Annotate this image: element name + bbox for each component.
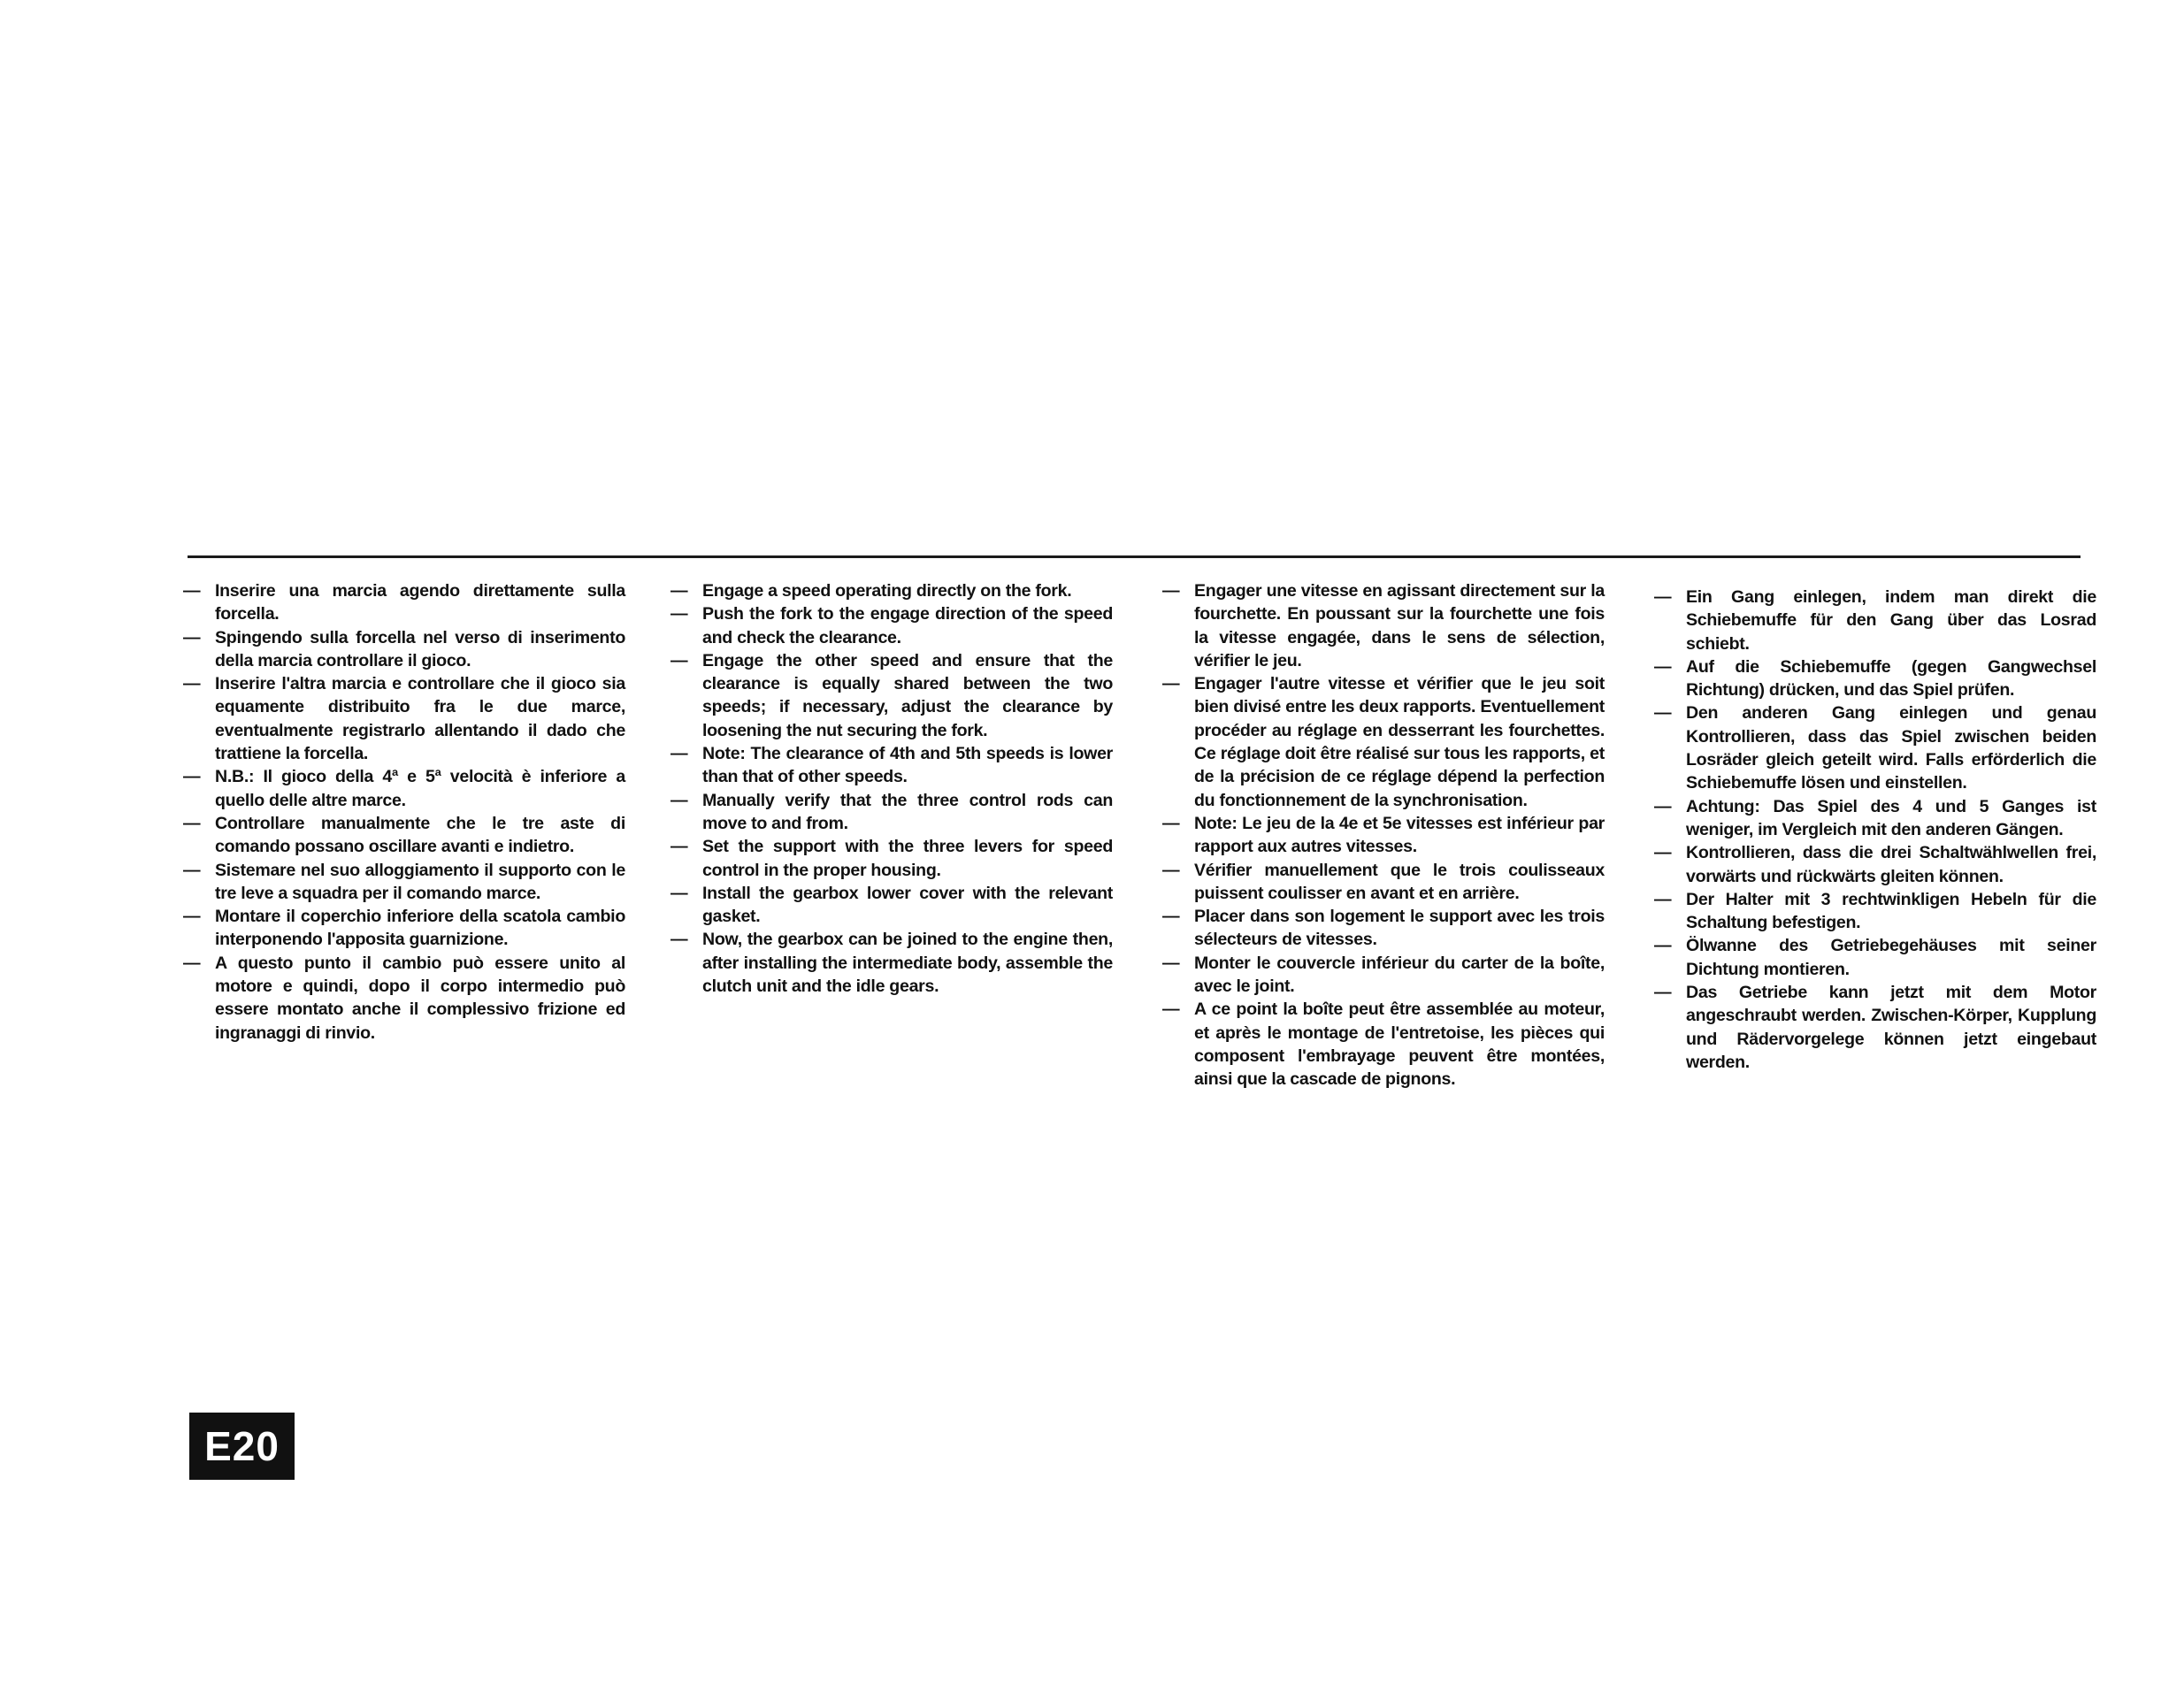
english-column	[671, 579, 1113, 998]
list-item: — Install the gearbox lower cover with the relevant gasket.	[671, 882, 1113, 929]
list-item: — Inserire l'altra marcia e controllare che il gioco sia equamente distribuito fra le due marce, eventualmente registrarlo allentando il dado che trattiene la forcella.	[183, 672, 625, 765]
list-item-note	[183, 765, 625, 812]
note-text: Il gioco della 4ª e 5ª velocità è inferiore a quello delle altre marce.	[215, 767, 625, 810]
list-item: — Now, the gearbox can be joined to the engine then, after installing the intermediate body, assemble the clutch unit and the idle gears.	[671, 928, 1113, 998]
list-item: — Controllare manualmente che le tre aste di comando possano oscillare avanti e indietro.	[183, 812, 625, 859]
list-item: — Der Halter mit 3 rechtwinkligen Hebeln für die Schaltung befestigen.	[1654, 888, 2096, 935]
list-item: — Placer dans son logement le support avec les trois sélecteurs de vitesses.	[1162, 905, 1605, 952]
list-item: — Den anderen Gang einlegen und genau Kontrollieren, dass das Spiel zwischen beiden Losräder gleich geteilt wird. Falls erförderlich die Schiebemuffe lösen und einstellen.	[1654, 701, 2096, 794]
list-item: — Das Getriebe kann jetzt mit dem Motor angeschraubt werden. Zwischen-Körper, Kupplung und Rädervorgelege können jetzt eingebaut werden.	[1654, 981, 2096, 1074]
list-item: — Manually verify that the three control rods can move to and from.	[671, 789, 1113, 836]
list-item: — Sistemare nel suo alloggiamento il supporto con le tre leve a squadra per il comando marce.	[183, 859, 625, 906]
list-item: — Ein Gang einlegen, indem man direkt die Schiebemuffe für den Gang über das Losrad schiebt.	[1654, 586, 2096, 655]
note-label: Note:	[702, 744, 746, 764]
list-item: — Vérifier manuellement que le trois coulisseaux puissent coulisser en avant et en arrière.	[1162, 859, 1605, 906]
note-label: N.B.:	[215, 767, 255, 787]
note-text: Das Spiel des 4 und 5 Ganges ist weniger, im Vergleich mit den anderen Gängen.	[1686, 796, 2096, 839]
page-number-badge: E20	[189, 1413, 295, 1480]
header-rule	[188, 555, 2081, 558]
note-label: Achtung:	[1686, 796, 1760, 816]
list-item: — Engage the other speed and ensure that the clearance is equally shared between the two speeds; if necessary, adjust the clearance by loosening the nut securing the fork.	[671, 649, 1113, 742]
list-item: — A questo punto il cambio può essere unito al motore e quindi, dopo il corpo intermedio può essere montato anche il complessivo frizione ed ingranaggi di rinvio.	[183, 952, 625, 1045]
list-item: — Monter le couvercle inférieur du carter de la boîte, avec le joint.	[1162, 952, 1605, 999]
note-label: Note:	[1194, 813, 1238, 833]
italian-column	[183, 579, 625, 1045]
list-item: — Spingendo sulla forcella nel verso di inserimento della marcia controllare il gioco.	[183, 626, 625, 673]
list-item: — Push the fork to the engage direction of the speed and check the clearance.	[671, 602, 1113, 649]
list-item: — Ölwanne des Getriebegehäuses mit seiner Dichtung montieren.	[1654, 934, 2096, 981]
list-item: — Engage a speed operating directly on the fork.	[671, 579, 1113, 602]
list-item: — Engager l'autre vitesse et vérifier que le jeu soit bien divisé entre les deux rapports. Eventuellement procéder au réglage en desserrant les fourchettes. Ce réglage doit être réalisé sur tous les rapports, et de la précision de ce réglage dépend la perfection du fonctionnement de la synchronisation.	[1162, 672, 1605, 812]
list-item-note	[1654, 795, 2096, 842]
list-item-note	[1162, 812, 1605, 859]
list-item: — Montare il coperchio inferiore della scatola cambio interponendo l'apposita guarnizione.	[183, 905, 625, 952]
list-item: — Set the support with the three levers for speed control in the proper housing.	[671, 835, 1113, 882]
list-item: — Kontrollieren, dass die drei Schaltwählwellen frei, vorwärts und rückwärts gleiten können.	[1654, 841, 2096, 888]
french-column	[1162, 579, 1605, 1091]
list-item: — A ce point la boîte peut être assemblée au moteur, et après le montage de l'entretoise, les pièces qui composent l'embrayage peuvent être montées, ainsi que la cascade de pignons.	[1162, 998, 1605, 1091]
german-column	[1654, 586, 2096, 1074]
note-text: The clearance of 4th and 5th speeds is lower than that of other speeds.	[702, 744, 1113, 787]
list-item-note	[671, 742, 1113, 789]
list-item: — Auf die Schiebemuffe (gegen Gangwechsel Richtung) drücken, und das Spiel prüfen.	[1654, 655, 2096, 702]
list-item: — Engager une vitesse en agissant directement sur la fourchette. En poussant sur la fourchette une fois la vitesse engagée, dans le sens de sélection, vérifier le jeu.	[1162, 579, 1605, 672]
list-item: — Inserire una marcia agendo direttamente sulla forcella.	[183, 579, 625, 626]
note-text: Le jeu de la 4e et 5e vitesses est inférieur par rapport aux autres vitesses.	[1194, 813, 1605, 857]
